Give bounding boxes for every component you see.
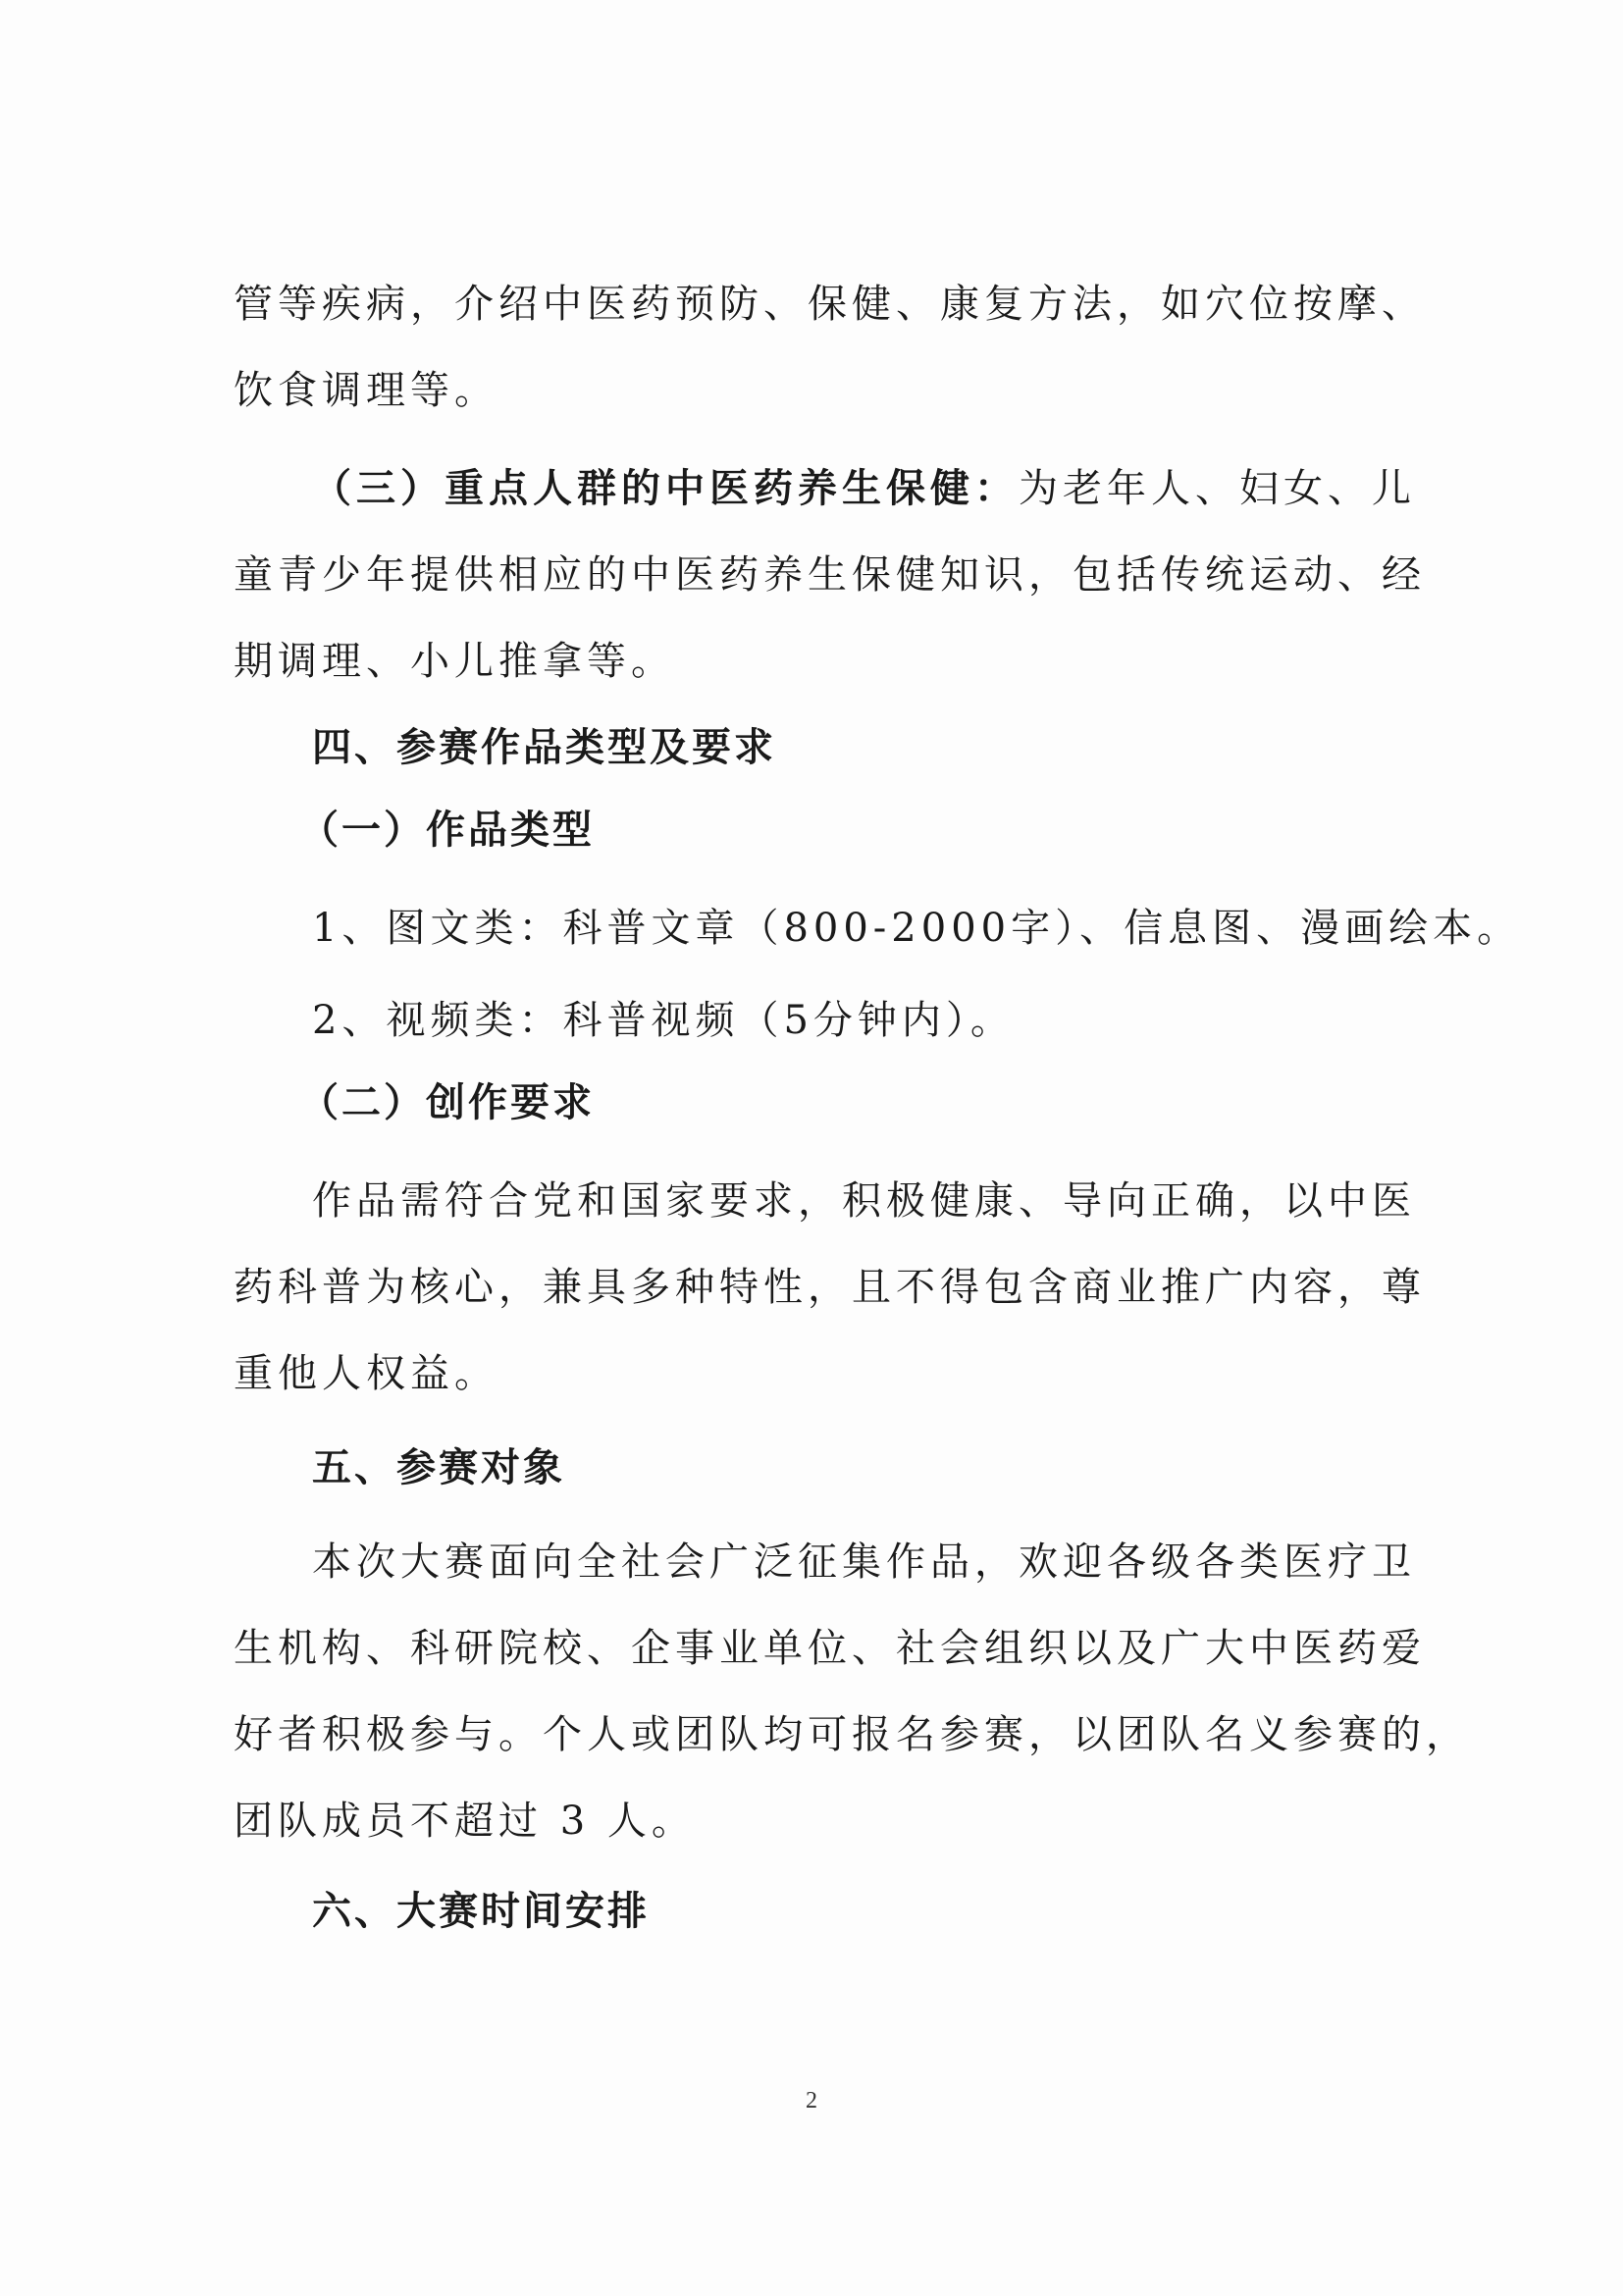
page-number: 2: [806, 2088, 817, 2113]
paragraph-line: 期调理、小儿推拿等。: [234, 639, 675, 684]
paragraph-line: 童青少年提供相应的中医药养生保健知识，包括传统运动、经: [234, 552, 1426, 598]
list-item: 1、图文类：科普文章（800-2000字）、信息图、漫画绘本。: [312, 906, 1522, 951]
paragraph-line: 作品需符合党和国家要求，积极健康、导向正确，以中医: [312, 1178, 1416, 1224]
paragraph-line: 管等疾病，介绍中医药预防、保健、康复方法，如穴位按摩、: [234, 282, 1426, 327]
list-item: 2、视频类：科普视频（5分钟内）。: [312, 998, 1015, 1043]
paragraph-line: 生机构、科研院校、企事业单位、社会组织以及广大中医药爱: [234, 1626, 1426, 1671]
paragraph-line: 重他人权益。: [234, 1351, 498, 1396]
section-heading-6: 六、大赛时间安排: [312, 1888, 650, 1934]
subheading-work-types: （一）作品类型: [299, 807, 595, 853]
subheading-key-groups: （三）重点人群的中医药养生保健：: [312, 465, 1019, 511]
paragraph-line: 团队成员不超过 3 人。: [234, 1799, 696, 1844]
paragraph-line: 本次大赛面向全社会广泛征集作品，欢迎各级各类医疗卫: [312, 1539, 1416, 1585]
paragraph-line: 好者积极参与。个人或团队均可报名参赛，以团队名义参赛的，: [234, 1712, 1470, 1757]
paragraph-line: 药科普为核心，兼具多种特性，且不得包含商业推广内容，尊: [234, 1265, 1426, 1310]
subheading-creation-requirements: （二）创作要求: [299, 1079, 595, 1125]
paragraph-line-with-subheading: [312, 461, 1416, 516]
section-heading-4: 四、参赛作品类型及要求: [312, 724, 776, 770]
section-heading-5: 五、参赛对象: [312, 1444, 565, 1490]
paragraph-text: 为老年人、妇女、儿: [1019, 466, 1416, 511]
paragraph-line: 饮食调理等。: [234, 368, 498, 413]
